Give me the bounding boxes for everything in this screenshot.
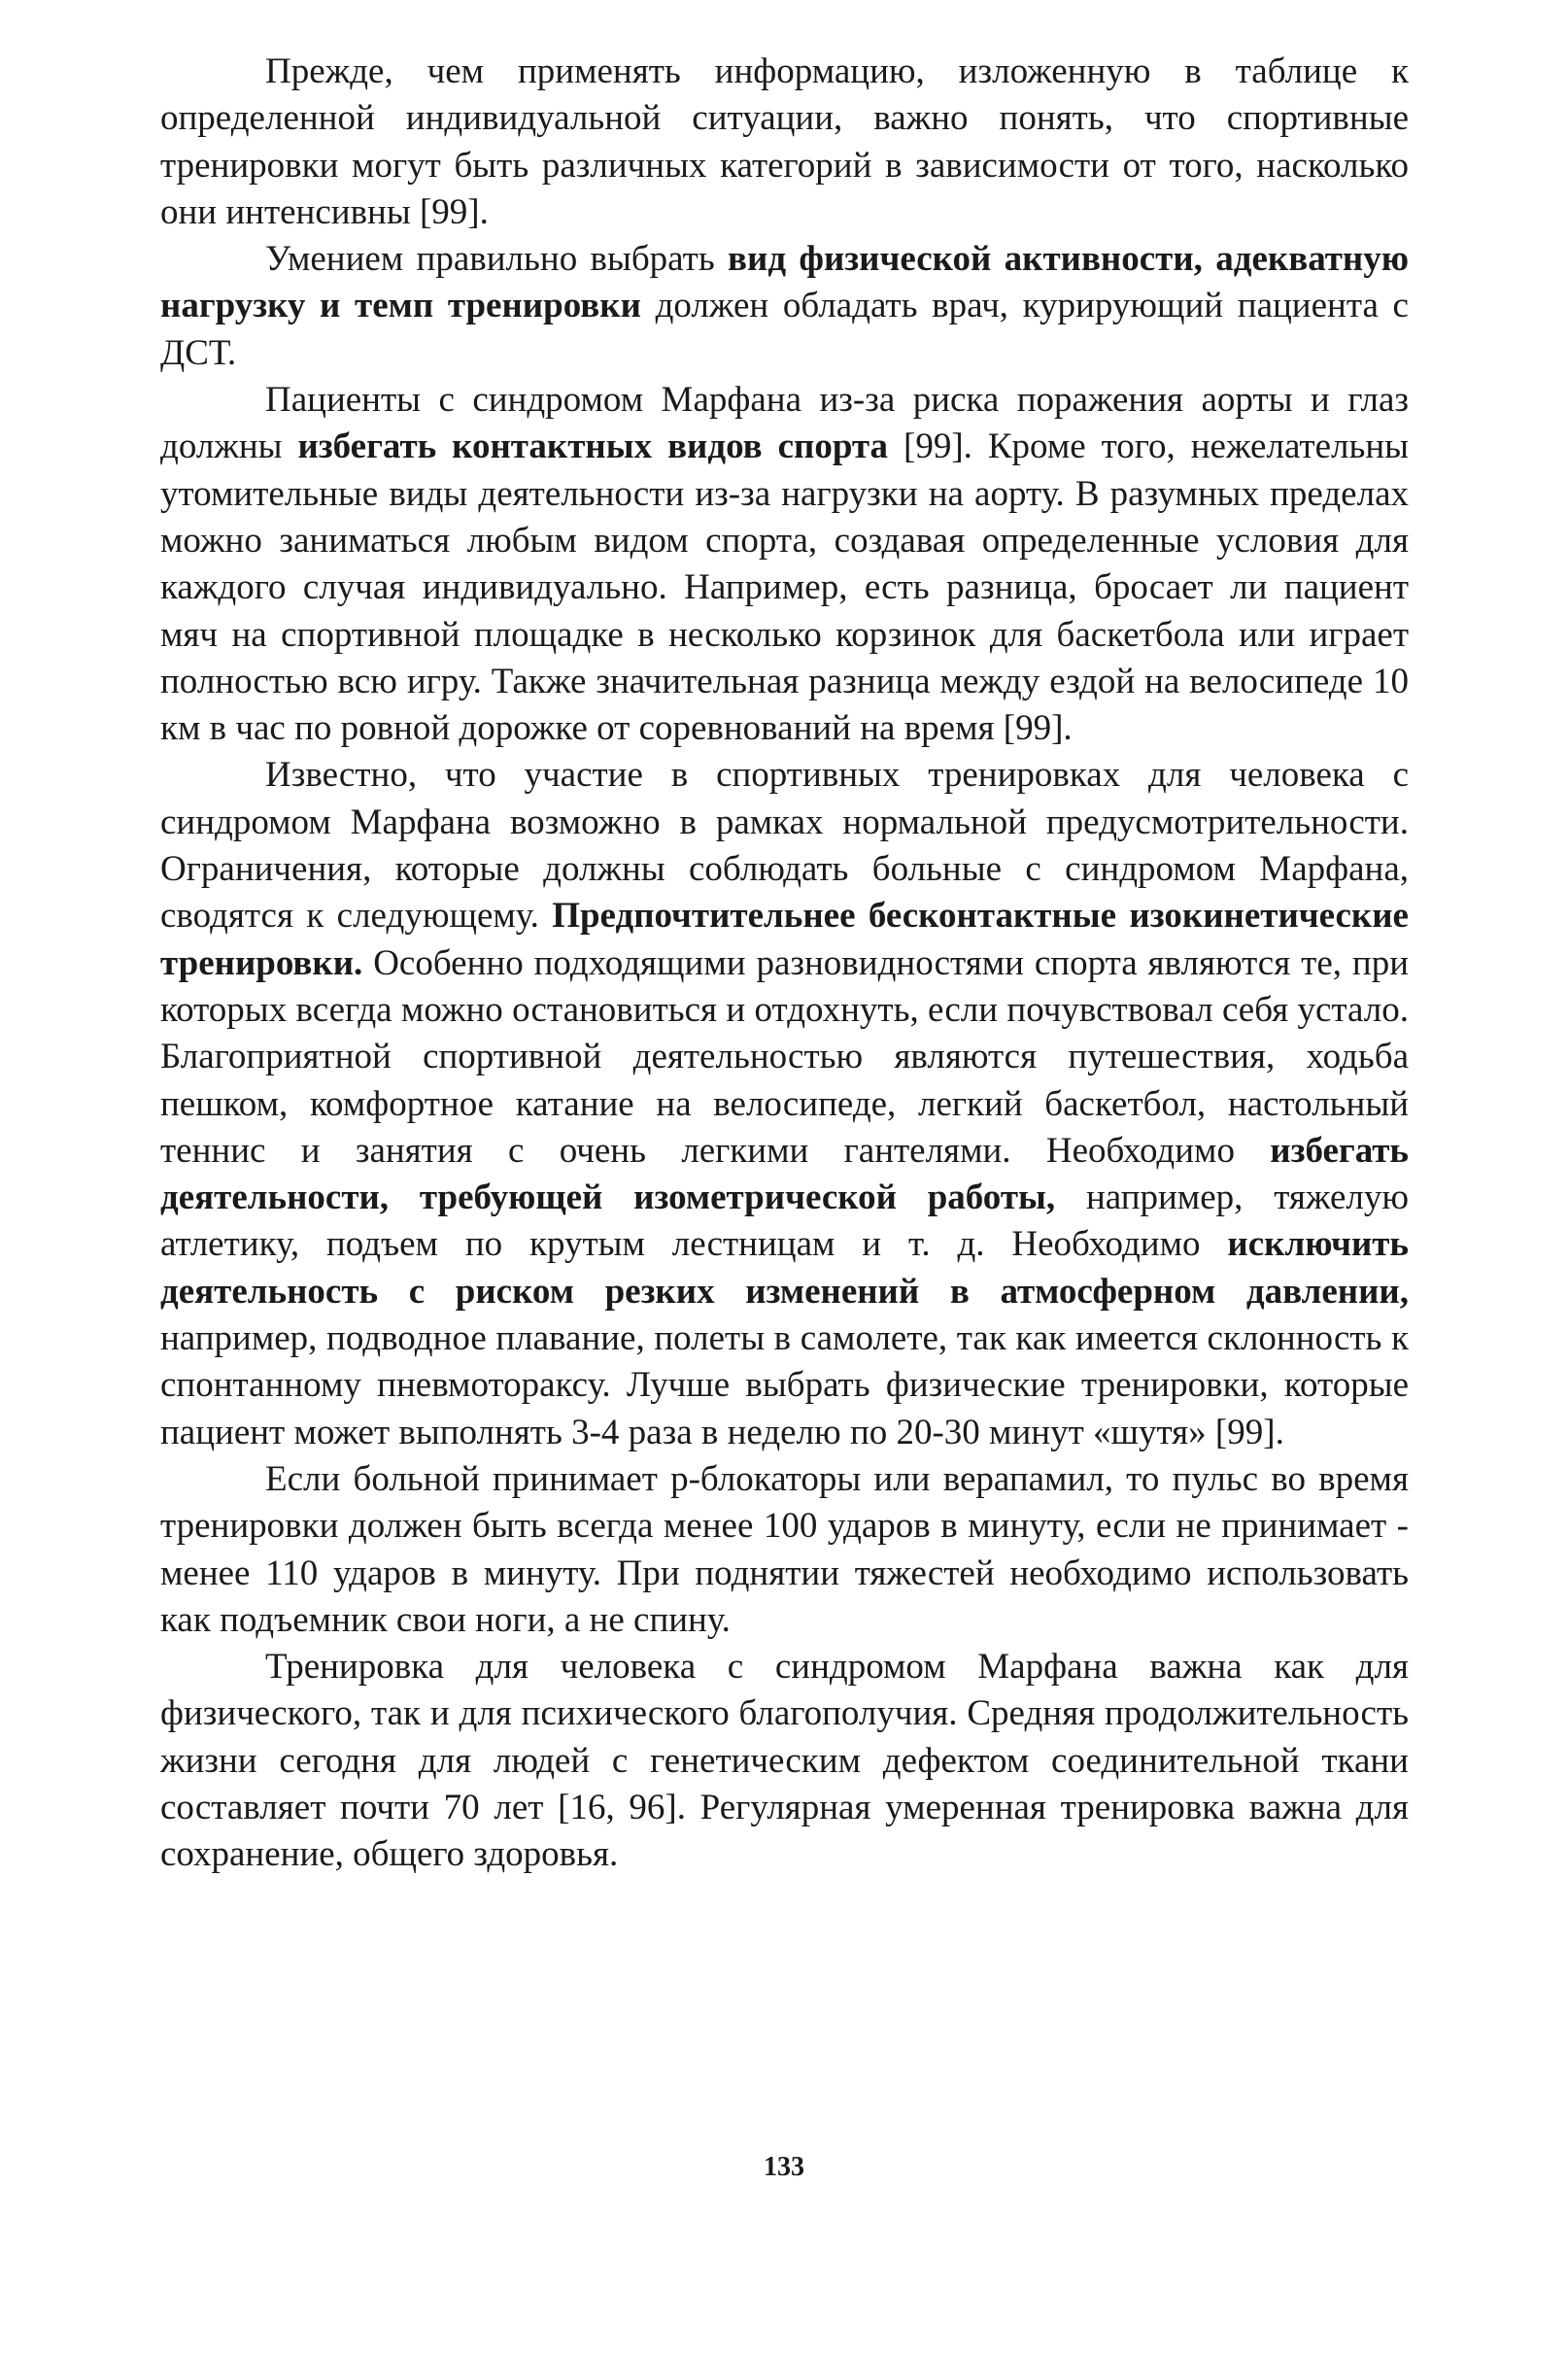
- text-run: Пациенты с синдромом Марфана из-за риска поражения аорты и глаз должны: [160, 380, 1409, 467]
- bold-text-run: избегать деятельности, требующей изометрической работы,: [160, 1130, 1409, 1218]
- text-run: Прежде, чем применять информацию, изложенную в таблице к определенной индивидуальной ситуации, важно понять, что спортивные тренировки могут быть различных категорий в зависимости от того, насколько они интенсивны [99].: [160, 51, 1409, 232]
- paragraph: [160, 236, 1409, 377]
- paragraph: [160, 377, 1409, 752]
- text-run: Известно, что участие в спортивных тренировках для человека с синдромом Марфана возможно в рамках нормальной предусмотрительности. Ограничения, которые должны соблюдать больные с синдромом Марфана, сводятся к следующему.: [160, 755, 1409, 937]
- bold-text-run: избегать контактных видов спорта: [297, 427, 889, 467]
- text-run: например, подводное плавание, полеты в самолете, так как имеется склонность к спонтанному пневмотораксу. Лучше выбрать физические тренировки, которые пациент может выполнять 3-4 раза в неделю по 20-30 минут «шутя» [99].: [160, 1318, 1409, 1452]
- text-run: Умением правильно выбрать: [265, 239, 729, 280]
- bold-text-run: Предпочтительнее бесконтактные изокинетические тренировки.: [160, 896, 1409, 983]
- paragraph: [160, 752, 1409, 1455]
- bold-text-run: вид физической активности, адекватную нагрузку и темп тренировки: [160, 239, 1409, 326]
- text-run: Особенно подходящими разновидностями спорта являются те, при которых всегда можно остановиться и отдохнуть, если почувствовал себя устало. Благоприятной спортивной деятельностью являются путешествия, ходьба пешком, комфортное катание на велосипеде, легкий баскетбол, настольный теннис и занятия с очень легкими гантелями. Необходимо: [160, 942, 1409, 1171]
- bold-text-run: исключить деятельность с риском резких изменений в атмосферном давлении,: [160, 1224, 1409, 1312]
- paragraph: [160, 1456, 1409, 1644]
- text-run: [99]. Кроме того, нежелательны утомительные виды деятельности из-за нагрузки на аорту. В разумных пределах можно заниматься любым видом спорта, создавая определенные условия для каждого случая индивидуально. Например, есть разница, бросает ли пациент мяч на спортивной площадке в несколько корзинок для баскетбола или играет полностью всю игру. Также значительная разница между ездой на велосипеде 10 км в час по ровной дорожке от соревнований на время [99].: [160, 427, 1409, 749]
- text-run: Тренировка для человека с синдромом Марфана важна как для физического, так и для психического благополучия. Средняя продолжительность жизни сегодня для людей с генетическим дефектом соединительной ткани составляет почти 70 лет [16, 96]. Регулярная умеренная тренировка важна для сохранение, общего здоровья.: [160, 1647, 1409, 1875]
- body-text: [160, 49, 1409, 1879]
- text-run: например, тяжелую атлетику, подъем по крутым лестницам и т. д. Необходимо: [160, 1178, 1410, 1265]
- paragraph: [160, 49, 1409, 236]
- page-number: 133: [764, 2152, 804, 2182]
- paragraph: [160, 1644, 1409, 1878]
- text-run: Если больной принимает р-блокаторы или верапамил, то пульс во время тренировки должен быть всегда менее 100 ударов в минуту, если не принимает - менее 110 ударов в минуту. При поднятии тяжестей необходимо использовать как подъемник свои ноги, а не спину.: [160, 1458, 1409, 1640]
- text-run: должен обладать врач, курирующий пациента с ДСТ.: [160, 286, 1409, 373]
